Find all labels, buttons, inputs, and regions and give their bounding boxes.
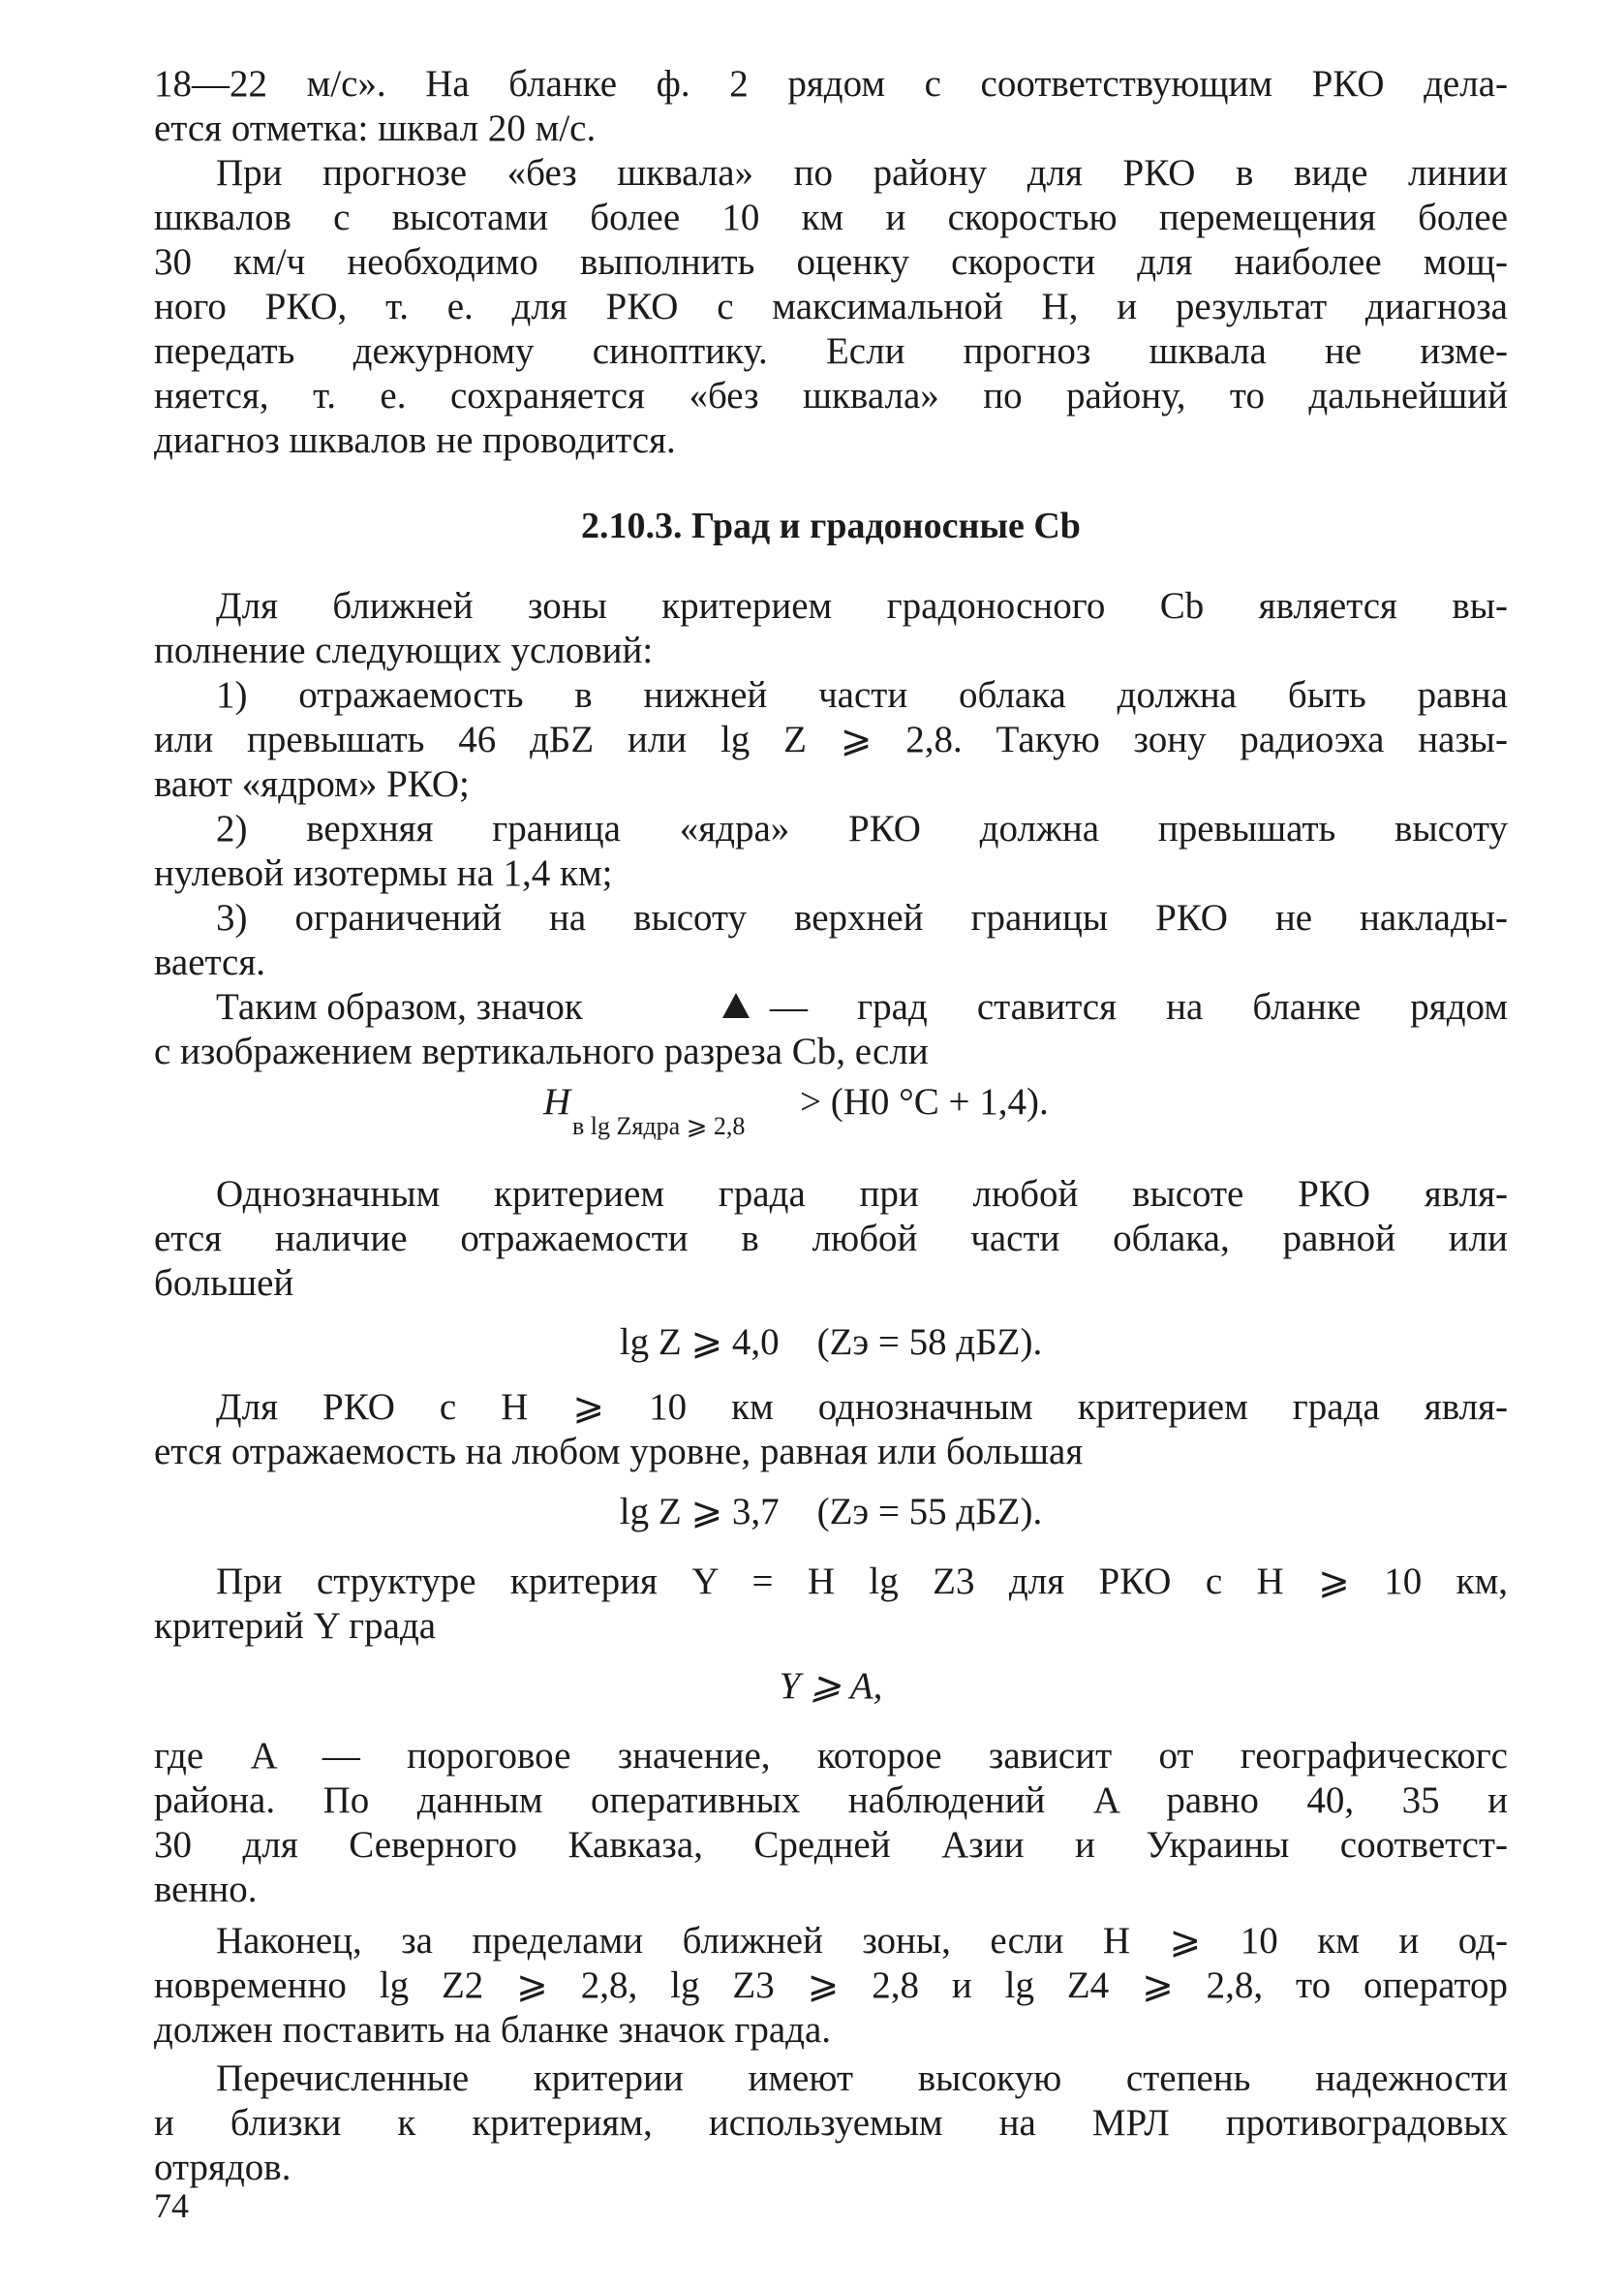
formula-line: Y ⩾ A, bbox=[779, 1665, 883, 1707]
text-line: Для РКО с H ⩾ 10 км однозначным критерием града явля- bbox=[216, 1386, 1508, 1428]
text-line: большей bbox=[154, 1262, 294, 1304]
text-line: Для ближней зоны критерием градоносного Cb является вы- bbox=[216, 585, 1508, 627]
text-line: где A — пороговое значение, которое зависит от географическогс bbox=[154, 1735, 1508, 1777]
text-line: вают «ядром» РКО; bbox=[154, 763, 470, 805]
text-line: Перечисленные критерии имеют высокую степень надежности bbox=[216, 2057, 1508, 2099]
text-line: При структуре критерия Y = H lg Z3 для РКО с H ⩾ 10 км, bbox=[216, 1561, 1508, 1602]
text-line: 18—22 м/с». На бланке ф. 2 рядом с соответствующим РКО дела- bbox=[154, 63, 1508, 105]
text-line: или превышать 46 дБZ или lg Z ⩾ 2,8. Такую зону радиоэха назы- bbox=[154, 719, 1508, 760]
text-line: ется наличие отражаемости в любой части облака, равной или bbox=[154, 1218, 1508, 1259]
text-line: шквалов с высотами более 10 км и скоростью перемещения более bbox=[154, 197, 1508, 238]
list-item-2: 2) верхняя граница «ядра» РКО должна превышать высоту bbox=[216, 808, 1508, 850]
text-line: Однозначным критерием града при любой высоте РКО явля- bbox=[216, 1173, 1508, 1215]
text-line: 30 км/ч необходимо выполнить оценку скорости для наиболее мощ- bbox=[154, 241, 1508, 283]
text-line: — град ставится на бланке рядом bbox=[770, 986, 1508, 1028]
text-line: должен поставить на бланке значок града. bbox=[154, 2009, 832, 2051]
text-line: ется отметка: шквал 20 м/с. bbox=[154, 108, 597, 149]
text-line: вается. bbox=[154, 942, 266, 983]
text-line: 30 для Северного Кавказа, Средней Азии и Украины соответст- bbox=[154, 1824, 1508, 1866]
text-line: ного РКО, т. е. для РКО с максимальной H, и результат диагноза bbox=[154, 286, 1508, 327]
text-line: передать дежурному синоптику. Если прогноз шквала не изме- bbox=[154, 330, 1508, 372]
list-item-1: 1) отражаемость в нижней части облака должна быть равна bbox=[216, 674, 1508, 716]
formula-line: lg Z ⩾ 4,0 (Zэ = 58 дБZ). bbox=[619, 1321, 1043, 1363]
formula-line: lg Z ⩾ 3,7 (Zэ = 55 дБZ). bbox=[619, 1491, 1043, 1532]
text-line: ется отражаемость на любом уровне, равная или большая bbox=[154, 1431, 1084, 1472]
text-line: и близки к критериям, используемым на МРЛ противоградовых bbox=[154, 2102, 1508, 2144]
text-line: новременно lg Z2 ⩾ 2,8, lg Z3 ⩾ 2,8 и lg Z4 ⩾ 2,8, то оператор bbox=[154, 1964, 1508, 2006]
text-line: отрядов. bbox=[154, 2147, 291, 2188]
text-line: критерий Y града bbox=[154, 1605, 437, 1647]
section-heading: 2.10.3. Град и градоносные Cb bbox=[581, 506, 1081, 546]
text-line: района. По данным оперативных наблюдений A равно 40, 35 и bbox=[154, 1779, 1508, 1821]
hail-triangle-icon bbox=[719, 993, 753, 1023]
text-line: диагноз шквалов не проводится. bbox=[154, 419, 676, 461]
text-line: полнение следующих условий: bbox=[154, 630, 654, 671]
text-line: Таким образом, значок bbox=[216, 986, 583, 1028]
text-line: Наконец, за пределами ближней зоны, если H ⩾ 10 км и од- bbox=[216, 1920, 1508, 1962]
text-line: венно. bbox=[154, 1869, 258, 1910]
page-number: 74 bbox=[154, 2186, 189, 2225]
text-line: с изображением вертикального разреза Cb, если bbox=[154, 1031, 929, 1072]
list-item-3: 3) ограничений на высоту верхней границы РКО не наклады- bbox=[216, 897, 1508, 939]
formula-h: H bbox=[543, 1081, 571, 1123]
text-line: няется, т. е. сохраняется «без шквала» по району, то дальнейший bbox=[154, 375, 1508, 417]
formula-rhs: > (H0 °C + 1,4). bbox=[800, 1081, 1049, 1123]
text-line: При прогнозе «без шквала» по району для РКО в виде линии bbox=[216, 152, 1508, 194]
text-line: нулевой изотермы на 1,4 км; bbox=[154, 852, 613, 894]
formula-subscript: в lg Zядра ⩾ 2,8 bbox=[572, 1112, 746, 1140]
